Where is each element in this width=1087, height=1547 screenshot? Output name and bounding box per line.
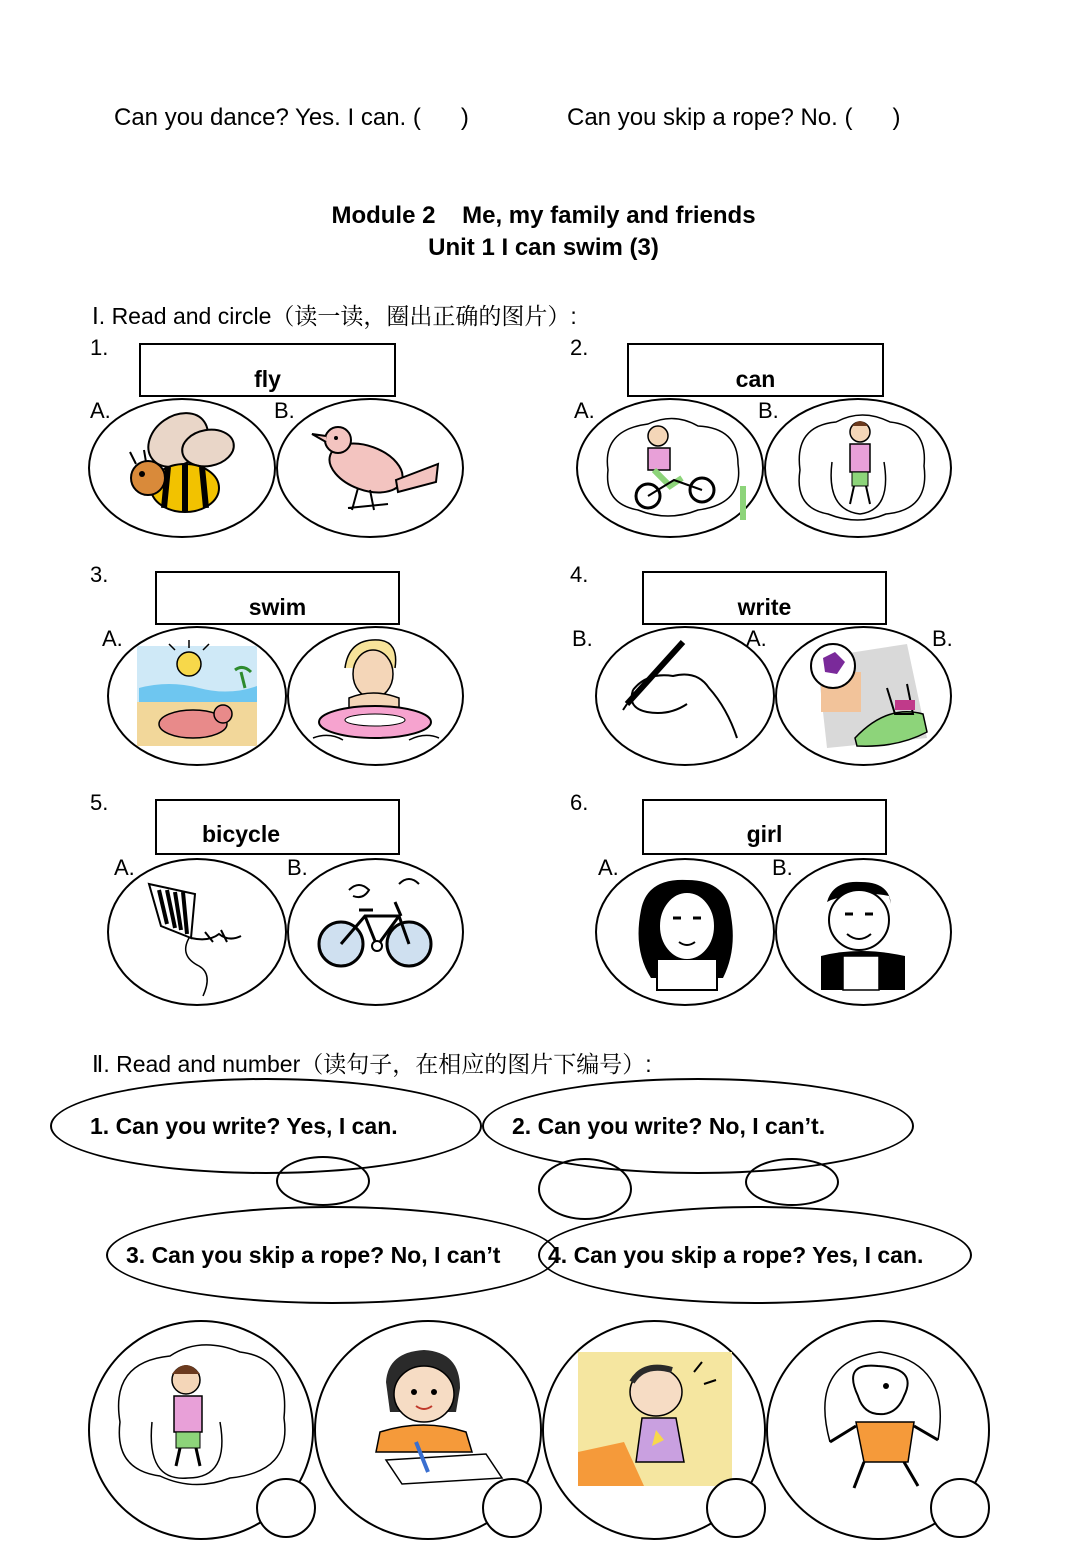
option-label: A. xyxy=(598,855,619,880)
option-label: B. xyxy=(287,855,308,880)
swimmer-in-ring-icon xyxy=(289,628,466,768)
option-label: A. xyxy=(102,626,123,651)
boy-skipping-rope-icon xyxy=(766,400,954,540)
bird-icon xyxy=(278,400,466,540)
word-box: write xyxy=(642,571,887,625)
option-circle[interactable] xyxy=(595,858,775,1006)
word-box: swim xyxy=(155,571,400,625)
sentence-bubble-1 xyxy=(50,1078,482,1174)
module-title: Module 2 Me, my family and friends xyxy=(331,202,756,229)
option-label: A. xyxy=(746,626,767,651)
option-circle[interactable] xyxy=(764,398,952,538)
sentence-text: 2. Can you write? No, I can’t. xyxy=(512,1112,826,1139)
top-question-1: Can you dance? Yes. I can. ( ) xyxy=(114,104,469,131)
sentence-bubble-2 xyxy=(482,1078,914,1174)
beach-sunbathing-icon xyxy=(109,628,289,768)
girl-face-icon xyxy=(597,860,777,1008)
bicycle-icon xyxy=(289,860,466,1008)
option-circle[interactable] xyxy=(775,626,952,766)
option-label: B. xyxy=(932,626,953,651)
option-label: B. xyxy=(772,855,793,880)
sentence-bubble-3 xyxy=(106,1206,558,1304)
option-circle[interactable] xyxy=(775,858,952,1006)
answer-circle[interactable] xyxy=(482,1478,542,1538)
football-shoes-icon xyxy=(777,628,954,768)
option-circle[interactable] xyxy=(88,398,276,538)
question-number: 1. xyxy=(90,335,109,360)
option-label: B. xyxy=(572,626,593,651)
unit-title: Unit 1 I can swim (3) xyxy=(428,234,659,261)
option-label: B. xyxy=(274,398,295,423)
connector-circle xyxy=(276,1156,370,1206)
question-number: 2. xyxy=(570,335,589,360)
option-circle[interactable] xyxy=(107,858,287,1006)
option-circle[interactable] xyxy=(276,398,464,538)
option-circle[interactable] xyxy=(107,626,287,766)
word-box: can xyxy=(627,343,884,397)
bee-icon xyxy=(90,400,278,540)
sentence-bubble-4 xyxy=(538,1206,972,1304)
hand-writing-icon xyxy=(597,628,777,768)
sentence-text: 1. Can you write? Yes, I can. xyxy=(90,1112,398,1139)
option-circle[interactable] xyxy=(287,626,464,766)
answer-circle[interactable] xyxy=(930,1478,990,1538)
question-number: 4. xyxy=(570,562,589,587)
question-number: 6. xyxy=(570,790,589,815)
question-number: 3. xyxy=(90,562,109,587)
sentence-text: 3. Can you skip a rope? No, I can’t xyxy=(126,1241,501,1268)
option-label: A. xyxy=(114,855,135,880)
connector-circle xyxy=(745,1158,839,1206)
option-circle[interactable] xyxy=(287,858,464,1006)
section-2-heading: Ⅱ. Read and number（读句子，在相应的图片下编号）: xyxy=(92,1051,652,1077)
word-box: bicycle xyxy=(155,799,400,855)
option-circle[interactable] xyxy=(576,398,764,538)
option-label: A. xyxy=(574,398,595,423)
section-1-heading: Ⅰ. Read and circle（读一读，圈出正确的图片）: xyxy=(92,303,577,329)
connector-circle xyxy=(538,1158,632,1220)
word-box: girl xyxy=(642,799,887,855)
top-question-2: Can you skip a rope? No. ( ) xyxy=(567,104,901,131)
answer-circle[interactable] xyxy=(706,1478,766,1538)
option-circle[interactable] xyxy=(595,626,775,766)
question-number: 5. xyxy=(90,790,109,815)
word-box: fly xyxy=(139,343,396,397)
option-label: B. xyxy=(758,398,779,423)
kite-icon xyxy=(109,860,289,1008)
boy-face-icon xyxy=(777,860,954,1008)
boy-riding-bicycle-icon xyxy=(578,400,766,540)
option-label: A. xyxy=(90,398,111,423)
answer-circle[interactable] xyxy=(256,1478,316,1538)
sentence-text: 4. Can you skip a rope? Yes, I can. xyxy=(548,1241,924,1268)
